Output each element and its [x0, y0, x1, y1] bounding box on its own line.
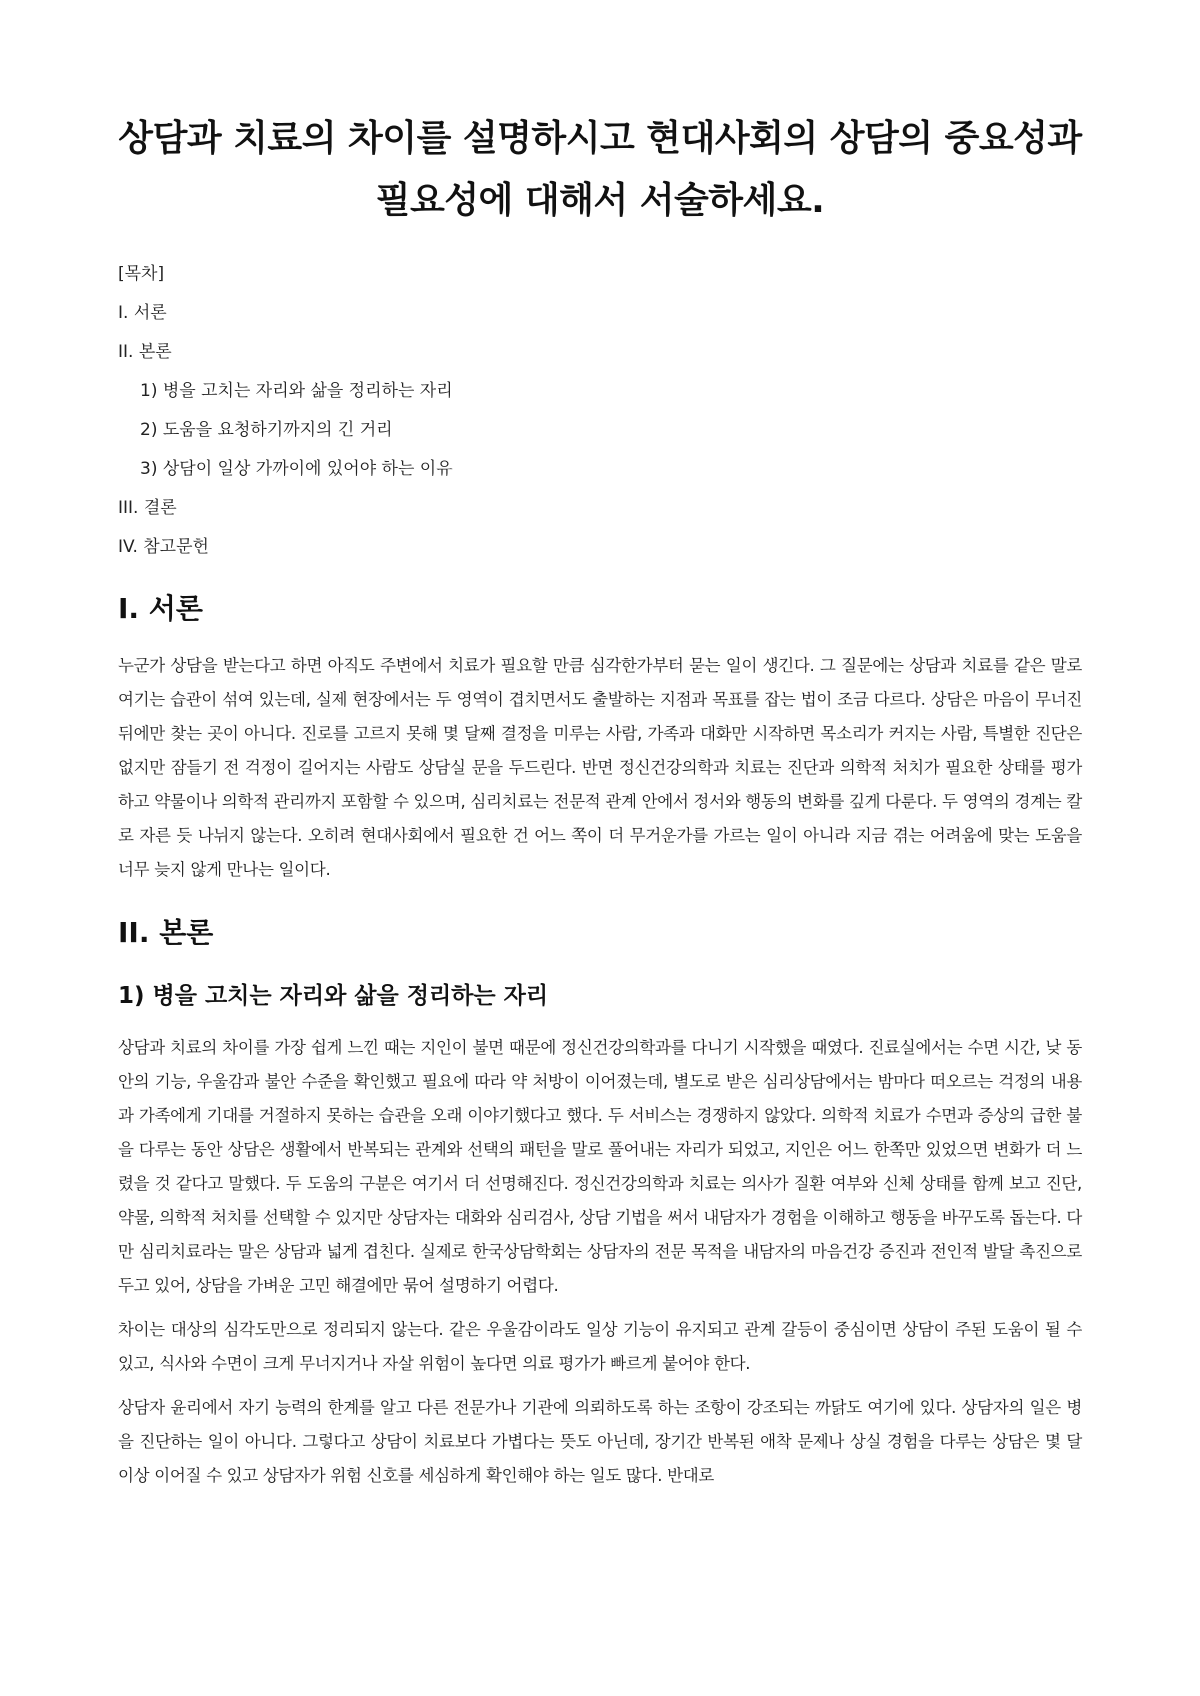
toc-item-intro: I. 서론	[118, 303, 167, 323]
document-page	[118, 108, 1082, 1503]
toc-item-references: IV. 참고문헌	[118, 537, 209, 557]
body-paragraph-1: 상담과 치료의 차이를 가장 쉽게 느낀 때는 지인이 불면 때문에 정신건강의학과를 다니기 시작했을 때였다. 진료실에서는 수면 시간, 낮 동안의 기능, 우울감과 불안 수준을 확인했고 필요에 따라 약 처방이 이어졌는데, 별도로 받은 심리상담에서는 밤마다 떠오르는 걱정의 내용과 가족에게 기대를 거절하지 못하는 습관을 오래 이야기했다고 했다. 두 서비스는 경쟁하지 않았다. 의학적 치료가 수면과 증상의 급한 불을 다루는 동안 상담은 생활에서 반복되는 관계와 선택의 패턴을 말로 풀어내는 자리가 되었고, 지인은 어느 한쪽만 있었으면 변화가 더 느렸을 것 같다고 말했다. 두 도움의 구분은 여기서 더 선명해진다. 정신건강의학과 치료는 의사가 질환 여부와 신체 상태를 함께 보고 진단, 약물, 의학적 처치를 선택할 수 있지만 상담자는 대화와 심리검사, 상담 기법을 써서 내담자가 경험을 이해하고 행동을 바꾸도록 돕는다. 다만 심리치료라는 말은 상담과 넓게 겹친다. 실제로 한국상담학회는 상담자의 전문 목적을 내담자의 마음건강 증진과 전인적 발달 촉진으로 두고 있어, 상담을 가벼운 고민 해결에만 묶어 설명하기 어렵다.	[118, 1038, 1082, 1295]
toc-item-body-1: 1) 병을 고치는 자리와 삶을 정리하는 자리	[140, 381, 453, 401]
body-paragraph-3: 상담자 윤리에서 자기 능력의 한계를 알고 다른 전문가나 기관에 의뢰하도록 하는 조항이 강조되는 까닭도 여기에 있다. 상담자의 일은 병을 진단하는 일이 아니다. 그렇다고 상담이 치료보다 가볍다는 뜻도 아닌데, 장기간 반복된 애착 문제나 상실 경험을 다루는 상담은 몇 달 이상 이어질 수 있고 상담자가 위험 신호를 세심하게 확인해야 하는 일도 많다. 반대로	[118, 1398, 1082, 1485]
document-title: 상담과 치료의 차이를 설명하시고 현대사회의 상담의 중요성과 필요성에 대해서 서술하세요.	[118, 118, 1082, 221]
section-heading-body: II. 본론	[118, 916, 214, 949]
toc-item-body: II. 본론	[118, 342, 172, 362]
subsection-heading-1: 1) 병을 고치는 자리와 삶을 정리하는 자리	[118, 983, 549, 1009]
toc-item-body-2: 2) 도움을 요청하기까지의 긴 거리	[140, 420, 393, 440]
toc-item-conclusion: III. 결론	[118, 498, 177, 518]
toc-label: [목차]	[118, 264, 165, 284]
toc-item-body-3: 3) 상담이 일상 가까이에 있어야 하는 이유	[140, 459, 453, 479]
intro-paragraph: 누군가 상담을 받는다고 하면 아직도 주변에서 치료가 필요할 만큼 심각한가부터 묻는 일이 생긴다. 그 질문에는 상담과 치료를 같은 말로 여기는 습관이 섞여 있는데, 실제 현장에서는 두 영역이 겹치면서도 출발하는 지점과 목표를 잡는 법이 조금 다르다. 상담은 마음이 무너진 뒤에만 찾는 곳이 아니다. 진로를 고르지 못해 몇 달째 결정을 미루는 사람, 가족과 대화만 시작하면 목소리가 커지는 사람, 특별한 진단은 없지만 잠들기 전 걱정이 길어지는 사람도 상담실 문을 두드린다. 반면 정신건강의학과 치료는 진단과 의학적 처치가 필요한 상태를 평가하고 약물이나 의학적 관리까지 포함할 수 있으며, 심리치료는 전문적 관계 안에서 정서와 행동의 변화를 깊게 다룬다. 두 영역의 경계는 칼로 자른 듯 나뉘지 않는다. 오히려 현대사회에서 필요한 건 어느 쪽이 더 무거운가를 가르는 일이 아니라 지금 겪는 어려움에 맞는 도움을 너무 늦지 않게 만나는 일이다.	[118, 656, 1082, 879]
body-paragraph-2: 차이는 대상의 심각도만으로 정리되지 않는다. 같은 우울감이라도 일상 기능이 유지되고 관계 갈등이 중심이면 상담이 주된 도움이 될 수 있고, 식사와 수면이 크게 무너지거나 자살 위험이 높다면 의료 평가가 빠르게 붙어야 한다.	[118, 1320, 1082, 1373]
section-heading-intro: I. 서론	[118, 592, 203, 625]
table-of-contents	[118, 262, 1082, 559]
